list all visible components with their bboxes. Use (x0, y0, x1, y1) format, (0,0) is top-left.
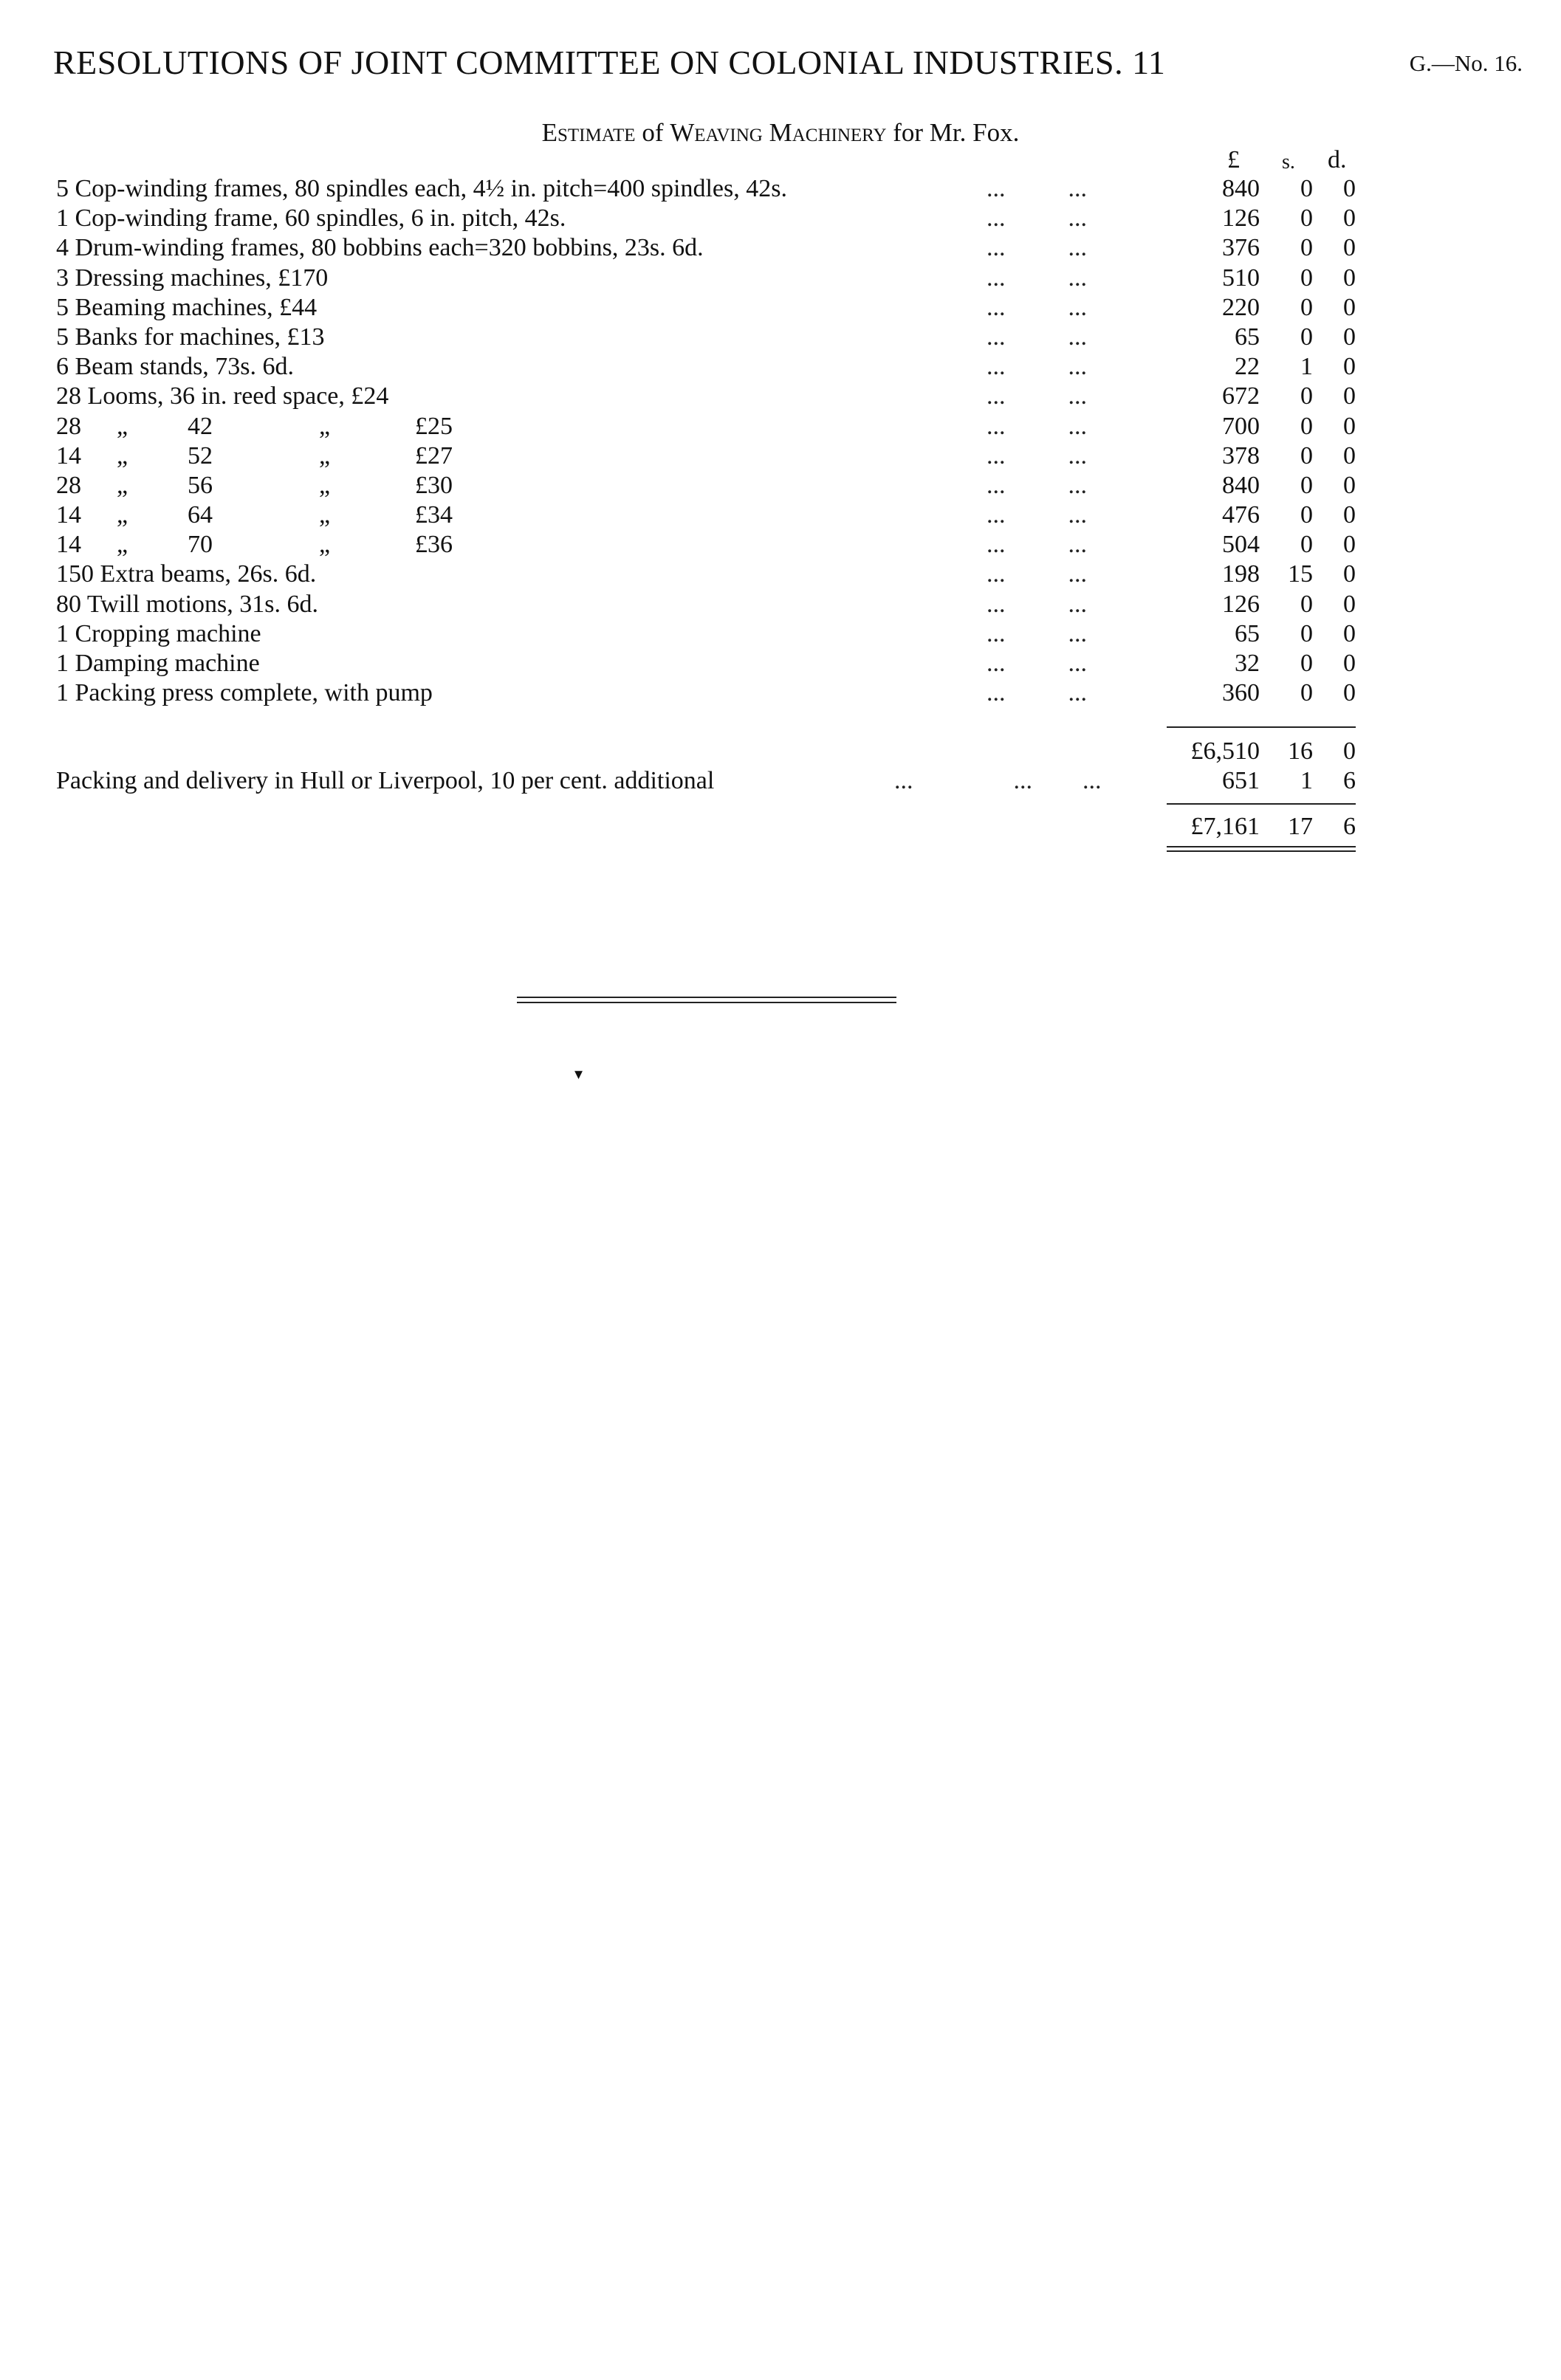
item-quantity: 28 (56, 412, 81, 440)
ink-speck: ▾ (574, 1065, 583, 1083)
item-shillings: 0 (1300, 531, 1313, 559)
item-shillings: 0 (1300, 382, 1313, 410)
item-pounds: 22 (1235, 353, 1260, 381)
dot-leader: ... ... (987, 619, 1087, 647)
ditto-mark: „ (319, 501, 331, 529)
item-pounds: 376 (1222, 234, 1260, 262)
item-pounds: 700 (1222, 412, 1260, 440)
item-pence: 0 (1343, 590, 1356, 618)
item-pence: 0 (1343, 619, 1356, 647)
item-description: 80 Twill motions, 31s. 6d. (56, 590, 318, 618)
item-description: 3 Dressing machines, £170 (56, 264, 329, 292)
table-row (56, 233, 1356, 263)
item-unit-price: £25 (415, 412, 453, 440)
table-row (56, 441, 1356, 471)
dot-leader: ... ... (987, 412, 1087, 440)
ditto-mark: „ (117, 501, 128, 529)
col-head-pounds: £ (1227, 146, 1240, 173)
section-end-rule-top (517, 997, 896, 998)
item-reed-space: 52 (188, 441, 213, 470)
dot-leader: ... ... (987, 531, 1087, 559)
packing-pounds: 651 (1222, 767, 1260, 794)
item-pounds: 126 (1222, 204, 1260, 233)
item-description: 1 Cropping machine (56, 619, 261, 647)
item-unit-price: £36 (415, 531, 453, 559)
item-shillings: 0 (1300, 471, 1313, 499)
total-pounds: £7,161 (1190, 813, 1260, 840)
item-description: 5 Banks for machines, £13 (56, 323, 325, 351)
table-row (56, 619, 1356, 649)
dot-leader: ... ... (987, 382, 1087, 410)
item-description: 5 Cop-winding frames, 80 spindles each, 4½ in. pitch=400 spindles, 42s. (56, 175, 787, 202)
subtotal-pence: 0 (1343, 737, 1356, 765)
item-reed-space: 64 (188, 501, 213, 529)
item-description: 1 Cop-winding frame, 60 spindles, 6 in. pitch, 42s. (56, 204, 566, 233)
table-row (56, 264, 1356, 293)
ditto-mark: „ (319, 441, 331, 470)
item-pounds: 840 (1222, 175, 1260, 202)
col-head-pence: d. (1328, 146, 1347, 173)
item-reed-space: 42 (188, 412, 213, 440)
estimate-title-tail: for Mr. Fox. (893, 118, 1020, 147)
table-row (56, 590, 1356, 619)
subtotal-pounds: £6,510 (1190, 737, 1260, 765)
total-double-rule-bottom (1167, 850, 1356, 852)
item-pence: 0 (1343, 353, 1356, 381)
item-pounds: 65 (1235, 619, 1260, 647)
item-description: 5 Beaming machines, £44 (56, 293, 318, 321)
item-pounds: 360 (1222, 679, 1260, 707)
item-pence: 0 (1343, 441, 1356, 470)
dot-leader: ... ... (987, 204, 1087, 233)
item-shillings: 0 (1300, 175, 1313, 202)
item-quantity: 14 (56, 531, 81, 559)
dot-leader: ... ... (987, 590, 1087, 618)
total-shillings: 17 (1288, 813, 1313, 840)
item-pence: 0 (1343, 204, 1356, 233)
item-pence: 0 (1343, 323, 1356, 351)
item-pence: 0 (1343, 501, 1356, 529)
packing-row (56, 766, 1356, 796)
table-row (56, 560, 1356, 589)
item-shillings: 0 (1300, 501, 1313, 529)
item-description: 6 Beam stands, 73s. 6d. (56, 353, 295, 381)
item-shillings: 0 (1300, 323, 1313, 351)
item-description: 1 Packing press complete, with pump (56, 679, 433, 707)
ditto-mark: „ (319, 471, 331, 499)
item-pence: 0 (1343, 264, 1356, 292)
estimate-title (0, 118, 1561, 148)
item-description: 150 Extra beams, 26s. 6d. (56, 560, 317, 588)
item-pounds: 840 (1222, 471, 1260, 499)
dot-leader: ... ... (987, 560, 1087, 588)
page-title: RESOLUTIONS OF JOINT COMMITTEE ON COLONIAL INDUSTRIES. 11 (53, 44, 1166, 81)
ditto-mark: „ (319, 531, 331, 559)
item-description: 28 Looms, 36 in. reed space, £24 (56, 382, 389, 410)
item-pounds: 65 (1235, 323, 1260, 351)
packing-shillings: 1 (1300, 767, 1313, 794)
item-shillings: 0 (1300, 204, 1313, 233)
subtotal-rule (1167, 726, 1356, 728)
dot-leader: ... ... (987, 441, 1087, 470)
running-head (53, 43, 1523, 87)
estimate-title-main: Weaving Machinery (670, 118, 887, 147)
table-row (56, 382, 1356, 411)
total-pence: 6 (1343, 813, 1356, 840)
packing-pence: 6 (1343, 767, 1356, 794)
section-end-rule-bottom (517, 1002, 896, 1003)
ditto-mark: „ (117, 412, 128, 440)
item-pounds: 672 (1222, 382, 1260, 410)
item-pounds: 220 (1222, 293, 1260, 321)
item-shillings: 0 (1300, 264, 1313, 292)
subtotal-row (56, 737, 1356, 766)
item-pounds: 476 (1222, 501, 1260, 529)
item-pence: 0 (1343, 471, 1356, 499)
item-shillings: 1 (1300, 353, 1313, 381)
table-row (56, 471, 1356, 501)
packing-description: Packing and delivery in Hull or Liverpool, 10 per cent. additional (56, 767, 715, 794)
item-description: 4 Drum-winding frames, 80 bobbins each=320 bobbins, 23s. 6d. (56, 234, 704, 262)
dot-leader: ... ... (987, 293, 1087, 321)
dot-leader: ... ... (987, 353, 1087, 381)
item-pence: 0 (1343, 293, 1356, 321)
item-shillings: 0 (1300, 590, 1313, 618)
ditto-mark: „ (117, 531, 128, 559)
item-pence: 0 (1343, 560, 1356, 588)
ditto-mark: „ (319, 412, 331, 440)
item-pounds: 510 (1222, 264, 1260, 292)
dot-leader: ... ... (987, 471, 1087, 499)
item-quantity: 14 (56, 501, 81, 529)
table-row (56, 678, 1356, 708)
table-row (56, 649, 1356, 678)
item-pence: 0 (1343, 531, 1356, 559)
subtotal-shillings: 16 (1288, 737, 1313, 765)
table-row (56, 204, 1356, 233)
table-row (56, 412, 1356, 441)
table-row (56, 323, 1356, 352)
estimate-title-of: of (642, 118, 664, 147)
packing-leader: ... ... ... (894, 767, 1102, 794)
total-double-rule-top (1167, 846, 1356, 847)
item-unit-price: £27 (415, 441, 453, 470)
item-pence: 0 (1343, 234, 1356, 262)
table-row (56, 174, 1356, 204)
total-rule (1167, 803, 1356, 805)
item-shillings: 0 (1300, 650, 1313, 677)
table-row (56, 293, 1356, 323)
dot-leader: ... ... (987, 650, 1087, 677)
item-pence: 0 (1343, 412, 1356, 440)
ditto-mark: „ (117, 441, 128, 470)
item-pounds: 378 (1222, 441, 1260, 470)
item-pence: 0 (1343, 679, 1356, 707)
item-shillings: 0 (1300, 679, 1313, 707)
item-shillings: 0 (1300, 412, 1313, 440)
dot-leader: ... ... (987, 234, 1087, 262)
item-shillings: 0 (1300, 234, 1313, 262)
estimate-table (56, 174, 1356, 840)
item-pounds: 198 (1222, 560, 1260, 588)
dot-leader: ... ... (987, 501, 1087, 529)
dot-leader: ... ... (987, 323, 1087, 351)
item-shillings: 0 (1300, 619, 1313, 647)
col-head-shillings: s. (1282, 151, 1295, 173)
item-reed-space: 56 (188, 471, 213, 499)
total-row (56, 812, 1356, 842)
item-shillings: 0 (1300, 293, 1313, 321)
item-pounds: 504 (1222, 531, 1260, 559)
item-quantity: 28 (56, 471, 81, 499)
item-shillings: 0 (1300, 441, 1313, 470)
table-row (56, 352, 1356, 382)
dot-leader: ... ... (987, 264, 1087, 292)
item-pence: 0 (1343, 175, 1356, 202)
item-pounds: 32 (1235, 650, 1260, 677)
item-quantity: 14 (56, 441, 81, 470)
table-row (56, 530, 1356, 560)
paper-number: G.—No. 16. (1409, 50, 1523, 76)
item-shillings: 15 (1288, 560, 1313, 588)
item-description: 1 Damping machine (56, 650, 260, 677)
dot-leader: ... ... (987, 679, 1087, 707)
item-pence: 0 (1343, 382, 1356, 410)
item-pounds: 126 (1222, 590, 1260, 618)
item-reed-space: 70 (188, 531, 213, 559)
estimate-title-lead: Estimate (541, 118, 636, 147)
item-unit-price: £30 (415, 471, 453, 499)
ditto-mark: „ (117, 471, 128, 499)
item-unit-price: £34 (415, 501, 453, 529)
dot-leader: ... ... (987, 175, 1087, 202)
table-row (56, 501, 1356, 530)
item-pence: 0 (1343, 650, 1356, 677)
